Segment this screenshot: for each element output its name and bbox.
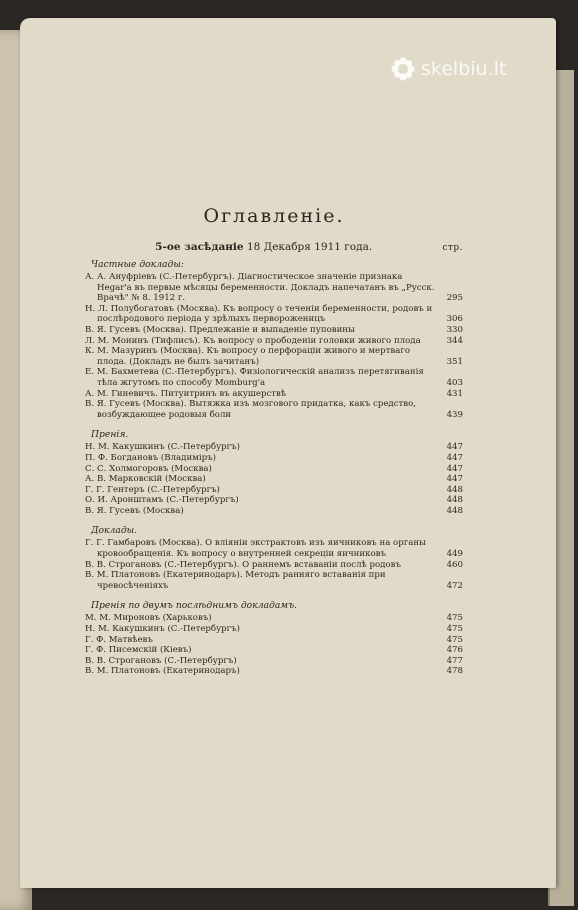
toc-entry-text: Н. М. Какушкинъ (С.-Петербургъ) [85, 442, 240, 453]
toc-entry-text: А. А. Ануфріевъ (С.-Петербургъ). Діагностическое значеніе признака Hegar'а въ первые мѣсяцы беременности. Докладъ напечатанъ въ „Русск. Врачѣ" № 8. 1912 г. [85, 272, 435, 304]
section-spacer [85, 591, 463, 597]
toc-entry-text: В. М. Платоновъ (Екатеринодаръ). Методъ ранняго вставанія при чревосѣченіяхъ [85, 570, 386, 591]
toc-entry-text: К. М. Мазуринъ (Москва). Къ вопросу о перфораціи живого и мертваго плода. (Докладъ не былъ зачитанъ) [85, 346, 411, 367]
toc-entry-page: 448 [446, 505, 463, 516]
toc-entry-text: Н. М. Какушкинъ (С.-Петербургъ) [85, 624, 240, 635]
toc-entry [85, 453, 463, 464]
toc-entry-page: 447 [446, 452, 463, 463]
toc-entry-text: В. М. Платоновъ (Екатеринодаръ) [85, 666, 240, 677]
session-header [85, 241, 463, 253]
toc-entry-text: В. Я. Гусевъ (Москва). Вытяжка изъ мозгового придатка, какъ средство, возбуждающее родовыя боли [85, 399, 417, 420]
toc-entry-text: О. И. Аронштамъ (С.-Петербургъ) [85, 495, 239, 506]
toc-entry-page: 475 [446, 634, 463, 645]
toc-entry-page: 403 [446, 377, 463, 388]
toc-entry-text: Г. Ф. Матвѣевъ [85, 634, 153, 645]
session-number: 5-ое засѣданіе [155, 241, 244, 253]
toc-entry-text: В. Я. Гусевъ (Москва) [85, 505, 184, 516]
toc-entry [85, 304, 463, 325]
toc-entry [85, 474, 463, 485]
toc-entry [85, 506, 463, 517]
toc-entry [85, 464, 463, 475]
toc-entry-page: 475 [446, 624, 463, 635]
toc-entry-page: 448 [446, 484, 463, 495]
toc-entry [85, 442, 463, 453]
page-column-header: стр. [442, 243, 463, 253]
toc-entry [85, 666, 463, 677]
toc-entry [85, 399, 463, 420]
toc-entry [85, 485, 463, 496]
toc-entry [85, 272, 463, 304]
session-date: 18 Декабря 1911 года. [246, 241, 373, 253]
toc-entry-text: Л. М. Монинъ (Тифлисъ). Къ вопросу о прободеніи головки живого плода [85, 335, 421, 346]
section-spacer [85, 420, 463, 426]
toc-entry-text: С. С. Холмогоровъ (Москва) [85, 463, 212, 474]
toc-entry [85, 560, 463, 571]
toc-entry-page: 448 [446, 495, 463, 506]
toc-entry-text: В. Я. Гусевъ (Москва). Предлежаніе и выпаденіе пуповины [85, 324, 355, 335]
toc-entry-page: 447 [446, 463, 463, 474]
toc-entry-text: Е. М. Бахметева (С.-Петербургъ). Физіологическій анализъ перетягиванія тѣла жгутомъ по способу Momburg'a [85, 367, 424, 388]
toc-entry-text: Г. Г. Гентеръ (С.-Петербургъ) [85, 484, 220, 495]
toc-entry [85, 624, 463, 635]
toc-entry-text: А. В. Марковскій (Москва) [85, 474, 206, 485]
toc-entry-page: 344 [446, 335, 463, 346]
toc-entry-page: 478 [446, 666, 463, 677]
toc-section-heading: Частные доклады: [91, 259, 184, 270]
toc-entry [85, 495, 463, 506]
toc-entry-page: 439 [446, 409, 463, 420]
toc-sections [85, 259, 463, 677]
toc-entry-page: 476 [446, 645, 463, 656]
toc-entry-text: Н. Л. Полубогатовъ (Москва). Къ вопросу о теченіи беременности, родовъ и послѣродового періода у зрѣлыхъ первороженицъ [85, 303, 433, 325]
section-spacer [85, 516, 463, 522]
toc-entry-page: 351 [446, 356, 463, 367]
toc-entry-text: П. Ф. Богдановъ (Владиміръ) [85, 452, 216, 463]
flower-logo-icon [390, 56, 416, 82]
toc-entry [85, 570, 463, 591]
toc-title: Оглавленіе. [203, 205, 345, 227]
watermark-text: skelbiu.lt [421, 58, 507, 80]
toc-entry-page: 306 [446, 314, 463, 325]
toc-entry-page: 460 [446, 559, 463, 570]
toc-entry-page: 447 [446, 474, 463, 485]
toc-entry-page: 472 [446, 580, 463, 591]
watermark [390, 56, 506, 82]
toc-section-heading: Пренія по двумъ послѣднимъ докладамъ. [91, 600, 297, 612]
toc-entry-page: 431 [446, 388, 463, 399]
toc-entry [85, 538, 463, 559]
toc-entry-page: 449 [446, 549, 463, 560]
toc-section-heading: Доклады. [91, 525, 138, 537]
toc-entry [85, 325, 463, 336]
toc-entry-page: 475 [446, 613, 463, 624]
toc-entry [85, 336, 463, 347]
toc-entry [85, 367, 463, 388]
toc-entry-page: 295 [446, 293, 463, 304]
toc-entry-text: М. М. Мироновъ (Харьковъ) [85, 613, 212, 624]
toc-entry [85, 656, 463, 667]
toc-entry-page: 447 [446, 442, 463, 453]
toc-entry [85, 346, 463, 367]
toc-entry-text: В. В. Строгановъ (С.-Петербургъ) [85, 655, 237, 666]
table-of-contents [85, 205, 463, 677]
toc-entry [85, 613, 463, 624]
toc-entry-text: А. М. Гиневичъ. Питуитринъ въ акушерствѣ [85, 388, 287, 399]
toc-entry [85, 389, 463, 400]
toc-section-heading: Пренія. [91, 429, 129, 441]
session-title [85, 241, 442, 253]
toc-entry [85, 635, 463, 646]
toc-entry-text: Г. Г. Гамбаровъ (Москва). О вліяніи экстрактовъ изъ яичниковъ на органы кровообращенія. Къ вопросу о внутренней секреціи яичниковъ [85, 538, 426, 560]
toc-entry-page: 477 [446, 655, 463, 666]
toc-entry-text: Г. Ф. Писемскій (Кіевъ) [85, 645, 192, 656]
toc-entry-page: 330 [446, 324, 463, 335]
toc-entry-text: В. В. Строгановъ (С.-Петербургъ). О раннемъ вставаніи послѣ родовъ [85, 559, 401, 570]
toc-entry [85, 645, 463, 656]
